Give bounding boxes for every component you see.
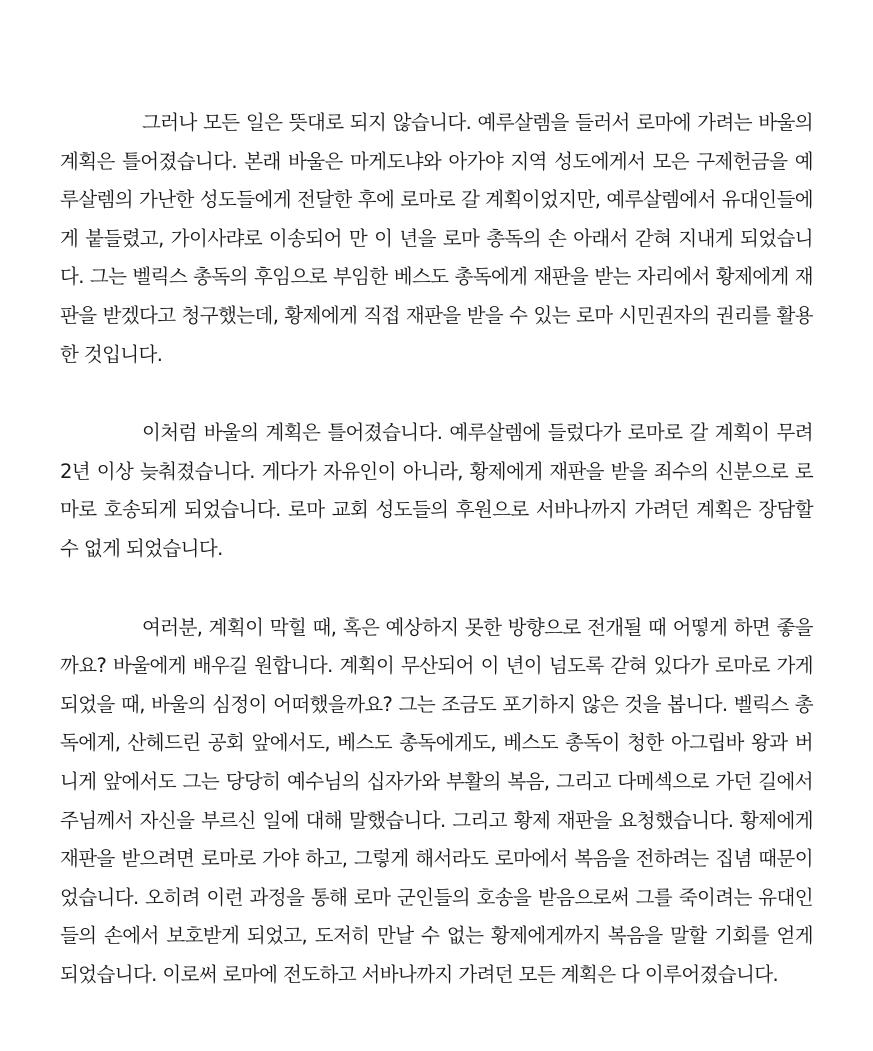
paragraph-2: 이처럼 바울의 계획은 틀어졌습니다. 예루살렘에 들렀다가 로마로 갈 계획이 무려 2년 이상 늦춰졌습니다. 게다가 자유인이 아니라, 황제에게 재판을 받을 죄수의 신분으로 로마로 호송되게 되었습니다. 로마 교회 성도들의 후원으로 서바나까지 가려던 계획은 장담할 수 없게 되었습니다. xyxy=(60,421,813,560)
document-body xyxy=(60,104,813,1034)
paragraph-1: 그러나 모든 일은 뜻대로 되지 않습니다. 예루살렘을 들러서 로마에 가려는 바울의 계획은 틀어졌습니다. 본래 바울은 마게도냐와 아가야 지역 성도에게서 모은 구제헌금을 예루살렘의 가난한 성도들에게 전달한 후에 로마로 갈 계획이었지만, 예루살렘에서 유대인들에게 붙들렸고, 가이사랴로 이송되어 만 이 년을 로마 총독의 손 아래서 갇혀 지내게 되었습니다. 그는 벨릭스 총독의 후임으로 부임한 베스도 총독에게 재판을 받는 자리에서 황제에게 재판을 받겠다고 청구했는데, 황제에게 직접 재판을 받을 수 있는 로마 시민권자의 권리를 활용한 것입니다. xyxy=(60,111,813,366)
paragraph-3: 여러분, 계획이 막힐 때, 혹은 예상하지 못한 방향으로 전개될 때 어떻게 하면 좋을까요? 바울에게 배우길 원합니다. 계획이 무산되어 이 년이 넘도록 갇혀 있다가 로마로 가게 되었을 때, 바울의 심정이 어떠했을까요? 그는 조금도 포기하지 않은 것을 봅니다. 벨릭스 총독에게, 산헤드린 공회 앞에서도, 베스도 총독에게도, 베스도 총독이 청한 아그립바 왕과 버니게 앞에서도 그는 당당히 예수님의 십자가와 부활의 복음, 그리고 다메섹으로 가던 길에서 주님께서 자신을 부르신 일에 대해 말했습니다. 그리고 황제 재판을 요청했습니다. 황제에게 재판을 받으려면 로마로 가야 하고, 그렇게 해서라도 로마에서 복음을 전하려는 집념 때문이었습니다. 오히려 이런 과정을 통해 로마 군인들의 호송을 받음으로써 그를 죽이려는 유대인들의 손에서 보호받게 되었고, 도저히 만날 수 없는 황제에게까지 복음을 말할 기회를 얻게 되었습니다. 이로써 로마에 전도하고 서바나까지 가려던 모든 계획은 다 이루어졌습니다. xyxy=(60,615,813,986)
